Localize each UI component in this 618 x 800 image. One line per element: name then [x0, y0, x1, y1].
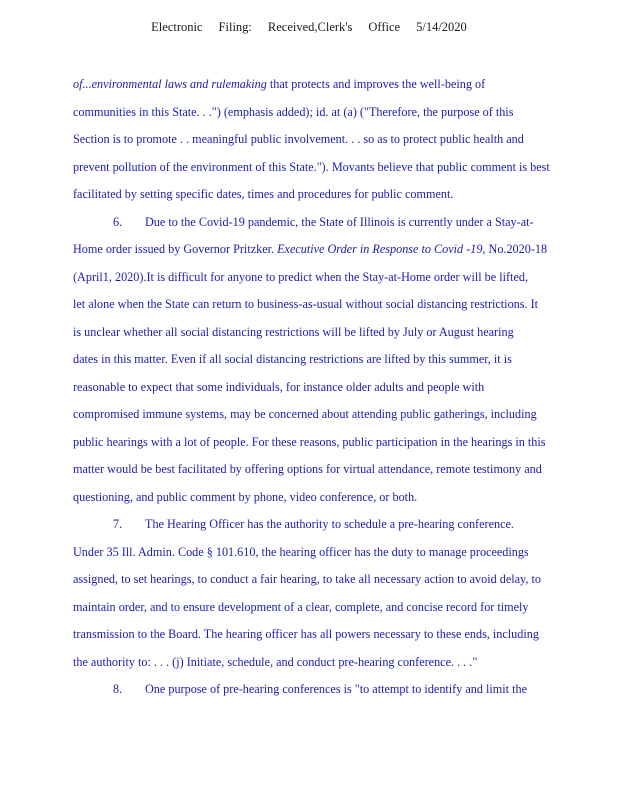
- line-text: questioning, and public comment by phone, video conference, or both.: [73, 489, 418, 504]
- header-word: Received,Clerk's: [267, 20, 353, 34]
- header-word: 5/14/2020: [416, 20, 467, 34]
- line-text: Under 35 Ill. Admin. Code § 101.610, the hearing officer has the duty to manage proceedings: [73, 544, 529, 559]
- line-text: compromised immune systems, may be concerned about attending public gatherings, including: [73, 407, 537, 421]
- line-text: dates in this matter. Even if all social distancing restrictions are lifted by this summer, it is: [73, 352, 512, 366]
- line-text: let alone when the State can return to business-as-usual without social distancing restrictions. It: [73, 297, 539, 311]
- text-line: [73, 456, 583, 484]
- text-line: [73, 181, 583, 209]
- paragraph-start: [73, 511, 583, 539]
- line-text: communities in this State. . .") (emphasis added); id. at (a) ("Therefore, the purpose of this: [73, 104, 514, 119]
- line-text: maintain order, and to ensure development of a clear, complete, and concise record for timely: [73, 599, 529, 614]
- line-text: Section is to promote . . meaningful public involvement. . . so as to protect public health and: [73, 132, 524, 146]
- text-line: [73, 236, 583, 264]
- line-text: reasonable to expect that some individuals, for instance older adults and people with: [73, 379, 485, 394]
- text-line: [73, 291, 583, 319]
- filing-stamp-header: [0, 20, 618, 35]
- text-line: [73, 594, 583, 622]
- text-line: [73, 429, 583, 457]
- paragraph-start: [73, 209, 583, 237]
- text-line: [73, 99, 583, 127]
- text-line: [73, 566, 583, 594]
- line-text: The Hearing Officer has the authority to schedule a pre-hearing conference.: [145, 517, 514, 531]
- line-text: Home order issued by Governor Pritzker.: [73, 242, 278, 256]
- paragraph-number: 6.: [113, 214, 123, 229]
- line-text: Due to the Covid-19 pandemic, the State of Illinois is currently under a Stay-at-: [145, 214, 534, 229]
- text-line: [73, 401, 583, 429]
- text-line: [73, 346, 583, 374]
- paragraph-number: 8.: [113, 682, 123, 696]
- line-text: matter would be best facilitated by offering options for virtual attendance, remote testimony and: [73, 462, 542, 476]
- text-line: [73, 71, 583, 99]
- line-text: , No.2020-18: [482, 242, 548, 256]
- text-line: [73, 649, 583, 677]
- text-line: [73, 319, 583, 347]
- line-text: is unclear whether all social distancing restrictions will be lifted by July or August hearing: [73, 324, 514, 339]
- text-line: [73, 621, 583, 649]
- text-line: [73, 484, 583, 512]
- line-text: the authority to: . . . (j) Initiate, schedule, and conduct pre-hearing conference. . . .": [73, 654, 478, 669]
- header-word: Filing:: [218, 20, 252, 34]
- paragraph-number: 7.: [113, 517, 123, 531]
- text-line: [73, 264, 583, 292]
- document-body: [73, 71, 583, 704]
- text-line: [73, 126, 583, 154]
- header-word: Electronic: [151, 20, 203, 34]
- text-line: [73, 374, 583, 402]
- line-text: prevent pollution of the environment of this State."). Movants believe that public comment is best: [73, 159, 550, 174]
- line-text: transmission to the Board. The hearing officer has all powers necessary to these ends, including: [73, 627, 539, 641]
- header-word: Office: [368, 20, 401, 34]
- line-text: (April1, 2020).It is difficult for anyone to predict when the Stay-at-Home order will be lifted,: [73, 269, 528, 284]
- text-line: [73, 539, 583, 567]
- text-line: [73, 154, 583, 182]
- line-text: that protects and improves the well-being of: [266, 77, 486, 91]
- paragraph-start: [73, 676, 583, 704]
- line-text: public hearings with a lot of people. For these reasons, public participation in the hearings in this: [73, 434, 546, 449]
- italic-title: Executive Order in Response to Covid -19: [277, 242, 483, 256]
- italic-phrase: of...environmental laws and rulemaking: [73, 77, 267, 91]
- line-text: One purpose of pre-hearing conferences is "to attempt to identify and limit the: [145, 682, 527, 696]
- line-text: assigned, to set hearings, to conduct a fair hearing, to take all necessary action to avoid delay, to: [73, 572, 541, 586]
- line-text: facilitated by setting specific dates, times and procedures for public comment.: [73, 187, 454, 201]
